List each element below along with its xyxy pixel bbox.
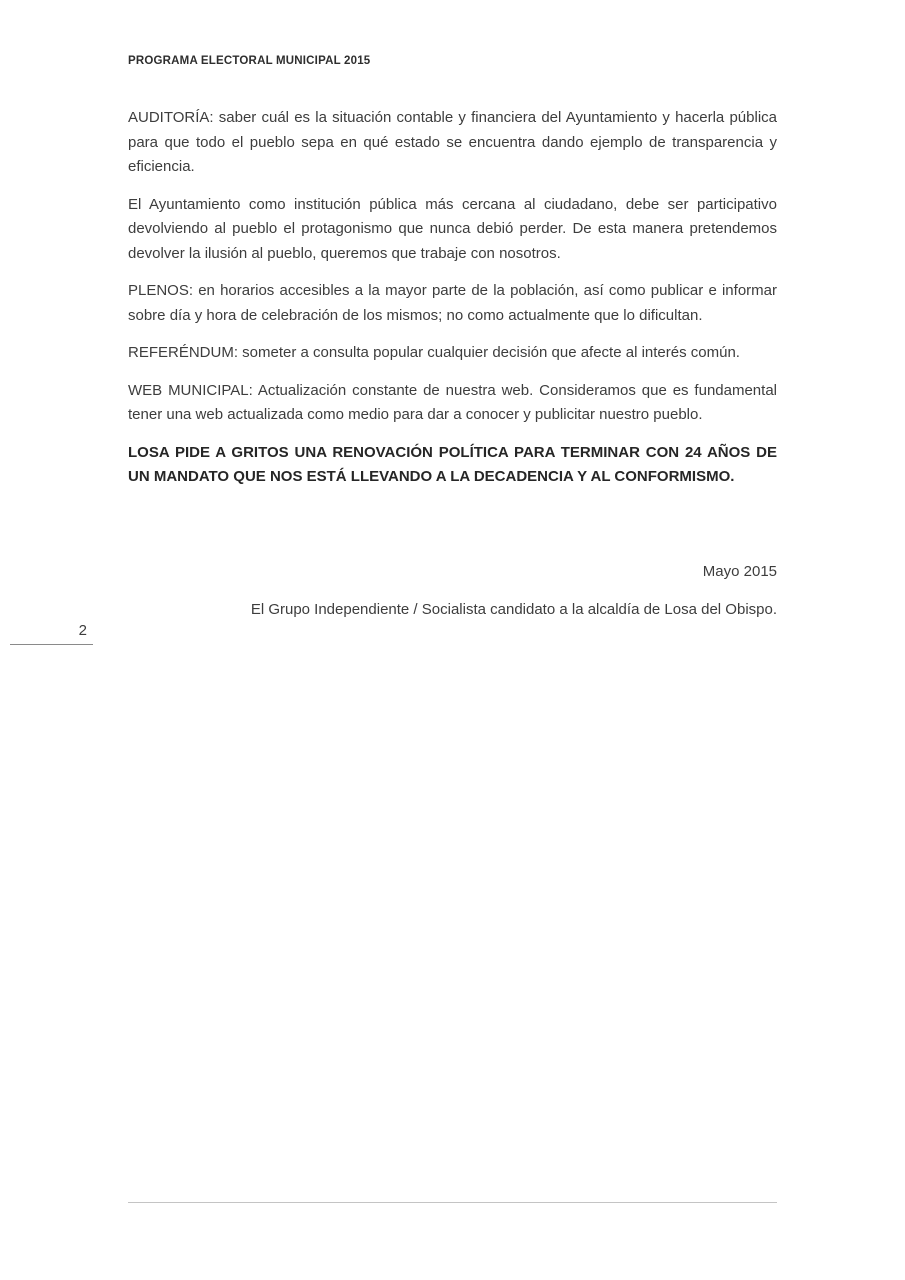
page-number: 2 (78, 622, 87, 639)
paragraph-referendum: REFERÉNDUM: someter a consulta popular cualquier decisión que afecte al interés común. (128, 344, 740, 361)
paragraph-auditoria: AUDITORÍA: saber cuál es la situación contable y financiera del Ayuntamiento y hacerla pública para que todo el pueblo sepa en qué estado se encuentra dando ejemplo de transparencia y eficiencia. (128, 109, 777, 175)
footer-divider (128, 1202, 777, 1203)
paragraph-plenos: PLENOS: en horarios accesibles a la mayor parte de la población, así como publicar e informar sobre día y hora de celebración de los mismos; no como actualmente que lo dificultan. (128, 282, 777, 324)
page-number-footer (10, 622, 93, 645)
paragraph-web-municipal: WEB MUNICIPAL: Actualización constante de nuestra web. Consideramos que es fundamental tener una web actualizada como medio para dar a conocer y publicitar nuestro pueblo. (128, 381, 777, 423)
signature-line: El Grupo Independiente / Socialista candidato a la alcaldía de Losa del Obispo. (250, 601, 777, 618)
document-body (128, 106, 777, 623)
date-line: Mayo 2015 (702, 562, 777, 580)
document-header: PROGRAMA ELECTORAL MUNICIPAL 2015 (128, 55, 371, 67)
paragraph-ayuntamiento: El Ayuntamiento como institución pública más cercana al ciudadano, debe ser participativo devolviendo al pueblo el protagonismo que nunca debió perder. De esta manera pretendemos devolver la ilusión al pueblo, queremos que trabaje con nosotros. (128, 195, 777, 262)
paragraph-slogan-bold: LOSA PIDE A GRITOS UNA RENOVACIÓN POLÍTICA PARA TERMINAR CON 24 AÑOS DE UN MANDATO QUE NOS ESTÁ LLEVANDO A LA DECADENCIA Y AL CONFORMISMO. (128, 443, 777, 485)
